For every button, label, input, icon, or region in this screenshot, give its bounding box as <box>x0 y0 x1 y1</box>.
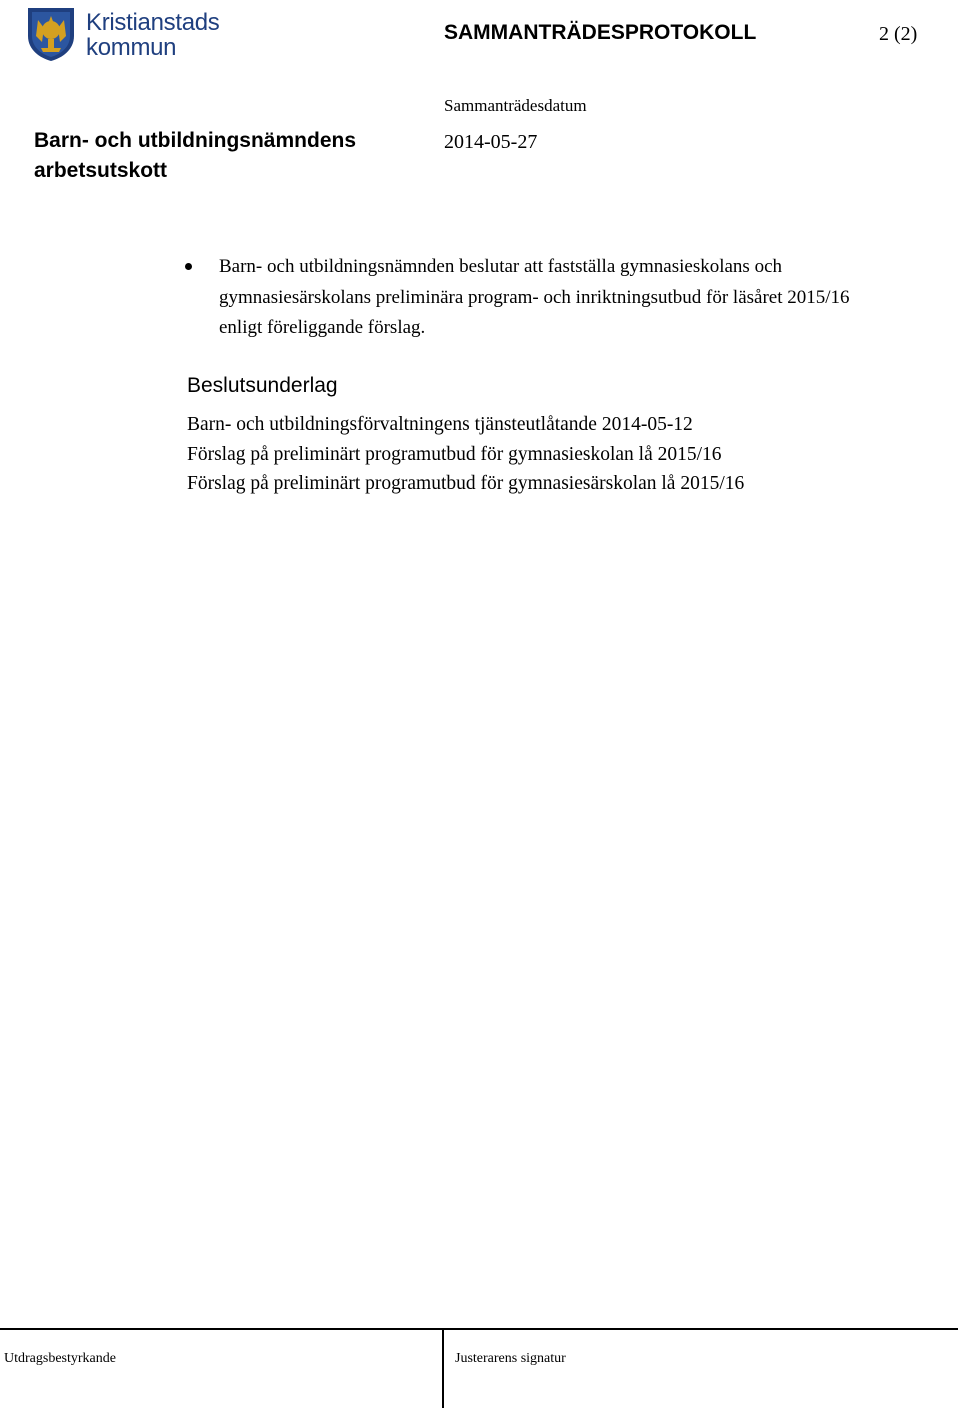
basis-item: Förslag på preliminärt programutbud för gymnasieskolan lå 2015/16 <box>187 443 722 465</box>
committee-name: Barn- och utbildningsnämndens arbetsutskott <box>34 129 357 182</box>
meeting-date: 2014-05-27 <box>444 131 538 153</box>
footer-divider <box>0 1328 958 1330</box>
basis-list <box>187 410 744 499</box>
basis-heading: Beslutsunderlag <box>187 374 338 397</box>
footer-signature-label: Justerarens signatur <box>455 1351 566 1366</box>
document-title: SAMMANTRÄDESPROTOKOLL <box>444 21 757 44</box>
footer-column-divider <box>442 1329 444 1408</box>
footer-certification-label: Utdragsbestyrkande <box>4 1351 116 1366</box>
page-number: 2 (2) <box>879 23 918 45</box>
logo-name-line1: Kristianstads <box>86 9 220 36</box>
logo <box>26 6 226 64</box>
logo-name-line2: kommun <box>86 34 177 61</box>
basis-item: Barn- och utbildningsförvaltningens tjänsteutlåtande 2014-05-12 <box>187 414 693 435</box>
decision-text: Barn- och utbildningsnämnden beslutar att fastställa gymnasieskolans och gymnasiesärskolans preliminära program- och inriktningsutbud för läsåret 2015/16 enligt föreliggande förslag. <box>219 256 850 338</box>
coat-of-arms-icon <box>26 6 76 62</box>
basis-item: Förslag på preliminärt programutbud för gymnasiesärskolan lå 2015/16 <box>187 473 745 494</box>
bullet-icon <box>185 263 192 270</box>
meeting-date-label: Sammanträdesdatum <box>444 96 587 115</box>
